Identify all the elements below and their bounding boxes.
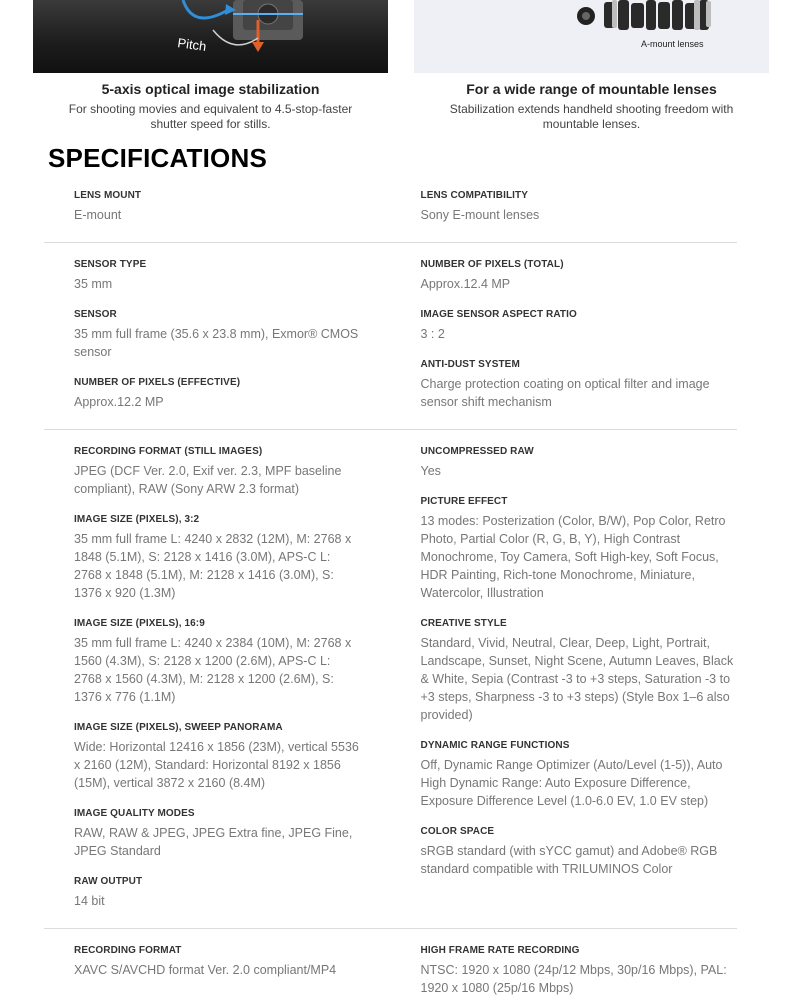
spec-item — [74, 722, 361, 792]
spec-label: DYNAMIC RANGE FUNCTIONS — [420, 740, 570, 751]
a-mount-label: A-mount lenses — [641, 39, 704, 49]
spec-value: Sony E-mount lenses — [420, 208, 540, 222]
spec-value: 3 : 2 — [420, 327, 445, 341]
stabilization-image — [33, 0, 388, 73]
spec-value: Yes — [420, 464, 441, 478]
spec-item — [421, 618, 738, 724]
spec-item — [421, 309, 738, 343]
spec-group — [44, 945, 737, 1000]
spec-value: Wide: Horizontal 12416 x 1856 (23M), vertical 5536 x 2160 (12M), Standard: Horizontal 8192 x 1856 (15M), vertical 3872 x 2160 (8.4M) — [74, 740, 359, 790]
spec-item — [74, 876, 361, 910]
spec-item — [421, 259, 738, 293]
spec-value: Approx.12.2 MP — [74, 395, 164, 409]
spec-value: 35 mm — [74, 277, 113, 291]
spec-label: LENS MOUNT — [74, 190, 142, 201]
spec-label: CREATIVE STYLE — [420, 618, 507, 629]
spec-value: Standard, Vivid, Neutral, Clear, Deep, Light, Portrait, Landscape, Sunset, Night Scene, Autumn Leaves, Black & White, Sepia (Contrast -3 to +3 steps, Saturation -3 to +3 steps, Sharpness -3 to +3 steps) (Style Box 1–6 also provided) — [420, 636, 734, 722]
camera-axis-illustration — [33, 0, 388, 73]
spec-label: HIGH FRAME RATE RECORDING — [420, 945, 580, 956]
spec-value: E-mount — [74, 208, 122, 222]
spec-label: LENS COMPATIBILITY — [420, 190, 529, 201]
spec-value: NTSC: 1920 x 1080 (24p/12 Mbps, 30p/16 Mbps), PAL: 1920 x 1080 (25p/16 Mbps) — [420, 963, 727, 995]
spec-value: Charge protection coating on optical filter and image sensor shift mechanism — [420, 377, 710, 409]
feature-title: 5-axis optical image stabilization — [101, 81, 320, 97]
spec-label: RAW OUTPUT — [74, 876, 143, 887]
spec-item — [74, 377, 361, 411]
spec-label: IMAGE SIZE (PIXELS), SWEEP PANORAMA — [74, 722, 283, 733]
spec-group — [44, 190, 737, 243]
spec-item — [74, 618, 361, 706]
spec-group — [44, 446, 737, 929]
spec-label: SENSOR — [74, 309, 117, 320]
spec-group — [44, 259, 737, 430]
specifications-table — [44, 190, 737, 1000]
spec-item — [421, 190, 738, 224]
feature-title: For a wide range of mountable lenses — [466, 81, 717, 97]
spec-label: IMAGE SIZE (PIXELS), 16:9 — [74, 618, 205, 629]
spec-item — [421, 496, 738, 602]
spec-label: SENSOR TYPE — [74, 259, 147, 270]
lenses-image — [414, 0, 769, 73]
lens-collection-illustration — [414, 0, 769, 73]
spec-item — [421, 740, 738, 810]
spec-label: NUMBER OF PIXELS (TOTAL) — [420, 259, 564, 270]
spec-label: COLOR SPACE — [420, 826, 495, 837]
spec-item — [74, 808, 361, 860]
spec-item — [74, 446, 361, 498]
spec-item — [421, 945, 738, 997]
specifications-heading: SPECIFICATIONS — [48, 143, 268, 173]
spec-value: 35 mm full frame L: 4240 x 2384 (10M), M: 2768 x 1560 (4.3M), S: 2128 x 1200 (2.6M), APS-C L: 2768 x 1560 (4.3M), M: 2128 x 1200 (2.6M), S: 1376 x 776 (1.1M) — [74, 636, 352, 704]
spec-value: RAW, RAW & JPEG, JPEG Extra fine, JPEG Fine, JPEG Standard — [74, 826, 353, 858]
feature-description: Stabilization extends handheld shooting freedom with mountable lenses. — [449, 102, 734, 131]
spec-label: RECORDING FORMAT — [74, 945, 182, 956]
spec-item — [421, 826, 738, 878]
spec-label: PICTURE EFFECT — [420, 496, 508, 507]
feature-mountable-lenses — [414, 0, 769, 132]
spec-value: XAVC S/AVCHD format Ver. 2.0 compliant/MP4 — [74, 963, 337, 977]
spec-label: RECORDING FORMAT (STILL IMAGES) — [74, 446, 263, 457]
spec-label: IMAGE SIZE (PIXELS), 3:2 — [74, 514, 200, 525]
spec-item — [74, 259, 361, 293]
spec-item — [74, 190, 361, 224]
spec-item — [421, 446, 738, 480]
spec-value: 35 mm full frame L: 4240 x 2832 (12M), M: 2768 x 1848 (5.1M), S: 2128 x 1416 (3.0M), APS-C L: 2768 x 1848 (5.1M), M: 2128 x 1416 (3.0M), S: 1376 x 920 (1.3M) — [74, 532, 352, 600]
spec-label: IMAGE SENSOR ASPECT RATIO — [420, 309, 577, 320]
spec-label: ANTI-DUST SYSTEM — [420, 359, 520, 370]
spec-value: 13 modes: Posterization (Color, B/W), Pop Color, Retro Photo, Partial Color (R, G, B, Y), High Contrast Monochrome, Toy Camera, Soft High-key, Soft Focus, HDR Painting, Rich-tone Monochrome, Miniature, Watercolor, Illustration — [420, 514, 726, 600]
feature-stabilization — [33, 0, 388, 132]
spec-value: 14 bit — [74, 894, 105, 908]
spec-item — [74, 514, 361, 602]
spec-value: Approx.12.4 MP — [420, 277, 511, 291]
spec-value: 35 mm full frame (35.6 x 23.8 mm), Exmor® CMOS sensor — [74, 327, 359, 359]
spec-item — [74, 945, 361, 979]
spec-value: JPEG (DCF Ver. 2.0, Exif ver. 2.3, MPF baseline compliant), RAW (Sony ARW 2.3 format) — [74, 464, 342, 496]
spec-label: IMAGE QUALITY MODES — [74, 808, 195, 819]
spec-item — [421, 359, 738, 411]
pitch-label: Pitch — [176, 35, 208, 54]
spec-item — [74, 309, 361, 361]
spec-label: NUMBER OF PIXELS (EFFECTIVE) — [74, 377, 241, 388]
feature-description: For shooting movies and equivalent to 4.5-stop-faster shutter speed for stills. — [68, 102, 353, 131]
spec-value: sRGB standard (with sYCC gamut) and Adobe® RGB standard compatible with TRILUMINOS Color — [420, 844, 718, 876]
spec-label: UNCOMPRESSED RAW — [420, 446, 534, 457]
spec-value: Off, Dynamic Range Optimizer (Auto/Level (1-5)), Auto High Dynamic Range: Auto Exposure Difference, Exposure Difference Level (1.0-6.0 EV, 1.0 EV step) — [420, 758, 723, 808]
